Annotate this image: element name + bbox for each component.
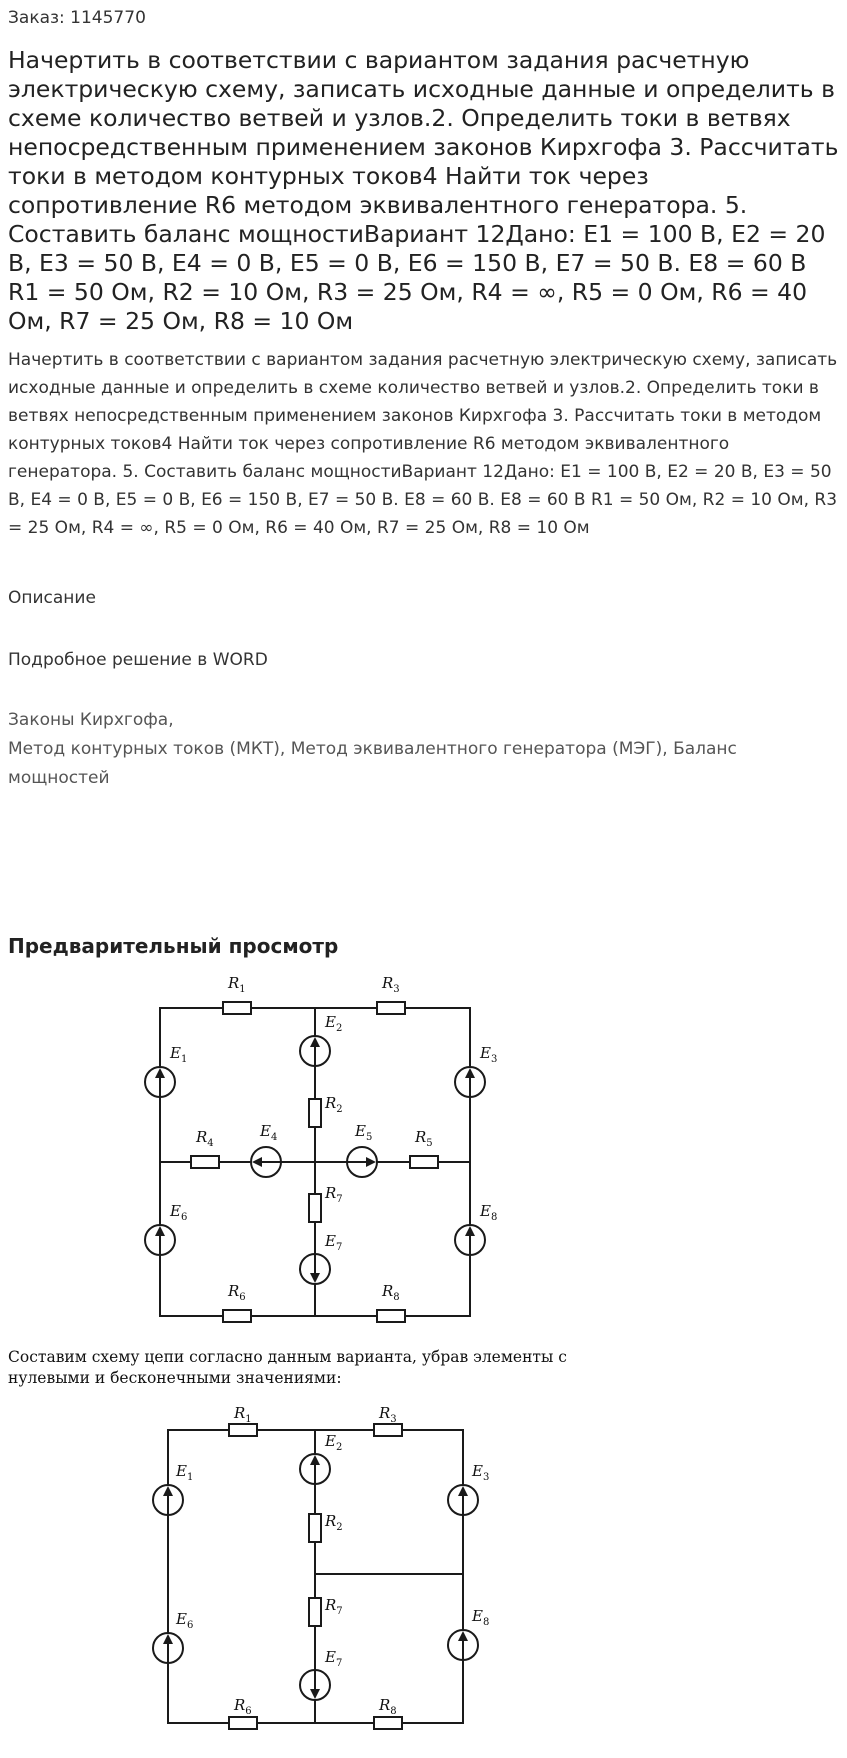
svg-text:R3: $R_3$ — [382, 974, 400, 995]
label-e2 — [324, 1432, 342, 1453]
svg-text:E1: $E_1$ — [176, 1462, 194, 1483]
svg-text:E7: $E_7$ — [325, 1648, 343, 1669]
label-e1 — [175, 1462, 193, 1483]
source-e7 — [300, 1254, 330, 1284]
svg-text:E2: $E_2$ — [325, 1432, 343, 1453]
label-r2 — [324, 1094, 343, 1115]
resistor-r6 — [223, 1310, 251, 1322]
resistor-r3 — [377, 1002, 405, 1014]
resistor-r8 — [374, 1717, 402, 1729]
svg-text:E6: $E_6$ — [176, 1610, 194, 1631]
svg-text:E5: $E_5$ — [355, 1122, 373, 1143]
label-r8 — [381, 1282, 400, 1303]
source-e6 — [153, 1633, 183, 1663]
label-r3 — [381, 974, 400, 995]
svg-text:E8: $E_8$ — [480, 1202, 498, 1223]
source-e1 — [145, 1067, 175, 1097]
resistor-r8 — [377, 1310, 405, 1322]
description-label: Описание — [8, 588, 96, 608]
svg-text:R8: $R_8$ — [382, 1282, 400, 1303]
circuit-diagram-simplified — [0, 1400, 847, 1758]
svg-text:R8: $R_8$ — [379, 1696, 397, 1717]
label-e1 — [169, 1044, 187, 1065]
label-r7 — [324, 1184, 343, 1205]
svg-text:R1: $R_1$ — [234, 1404, 252, 1425]
svg-text:R6: $R_6$ — [228, 1282, 246, 1303]
svg-text:R2: $R_2$ — [325, 1512, 343, 1533]
svg-text:R7: $R_7$ — [325, 1184, 343, 1205]
source-e6 — [145, 1225, 175, 1255]
tag-list — [8, 706, 840, 793]
source-e7 — [300, 1670, 330, 1700]
label-r1 — [227, 974, 246, 995]
svg-text:E2: $E_2$ — [325, 1013, 343, 1034]
resistor-r1 — [229, 1424, 257, 1436]
label-e7 — [324, 1648, 342, 1669]
svg-text:R3: $R_3$ — [379, 1404, 397, 1425]
label-r2 — [324, 1512, 343, 1533]
svg-text:R6: $R_6$ — [234, 1696, 252, 1717]
label-r1 — [233, 1404, 252, 1425]
svg-text:E4: $E_4$ — [260, 1122, 278, 1143]
source-e2 — [300, 1454, 330, 1484]
resistor-r1 — [223, 1002, 251, 1014]
svg-text:R5: $R_5$ — [415, 1128, 433, 1149]
label-e8 — [479, 1202, 497, 1223]
task-description: Начертить в соответствии с вариантом задания расчетную электрическую схему, записать исходные данные и определить в схеме количество ветвей и узлов.2. Определить токи в ветвях непосредственным применением законов Кирхгофа 3. Рассчитать токи в методом контурных токов4 Найти ток через сопротивление R6 методом эквивалентного генератора. 5. Составить баланс мощностиВариант 12Дано: E1 = 100 В, E2 = 20 В, E3 = 50 В, E4 = 0 В, E5 = 0 В, E6 = 150 В, E7 = 50 В. E8 = 60 В. E8 = 60 В R1 = 50 Ом, R2 = 10 Ом, R3 = 25 Ом, R4 = ∞, R5 = 0 Ом, R6 = 40 Ом, R7 = 25 Ом, R8 = 10 Ом — [8, 350, 838, 538]
svg-text:E8: $E_8$ — [472, 1607, 490, 1628]
label-e6 — [175, 1610, 193, 1631]
svg-text:E3: $E_3$ — [480, 1044, 498, 1065]
svg-text:E3: $E_3$ — [472, 1462, 490, 1483]
tag-item[interactable]: Метод контурных токов (МКТ), Метод эквивалентного генератора (МЭГ), Баланс мощностей — [8, 739, 737, 788]
svg-text:R7: $R_7$ — [325, 1596, 343, 1617]
preview-title: Предварительный просмотр — [8, 934, 339, 958]
label-e5 — [354, 1122, 372, 1143]
svg-text:E7: $E_7$ — [325, 1232, 343, 1253]
diagram-caption: Составим схему цепи согласно данным варианта, убрав элементы с нулевыми и бесконечными значениями: — [8, 1348, 567, 1387]
source-e8 — [448, 1630, 478, 1660]
source-e1 — [153, 1485, 183, 1515]
label-r6 — [233, 1696, 252, 1717]
label-e2 — [324, 1013, 342, 1034]
source-e5 — [347, 1147, 377, 1177]
label-r6 — [227, 1282, 246, 1303]
solution-note: Подробное решение в WORD — [8, 650, 268, 670]
svg-text:E6: $E_6$ — [170, 1202, 188, 1223]
label-e3 — [479, 1044, 497, 1065]
label-r7 — [324, 1596, 343, 1617]
resistor-r2 — [309, 1514, 321, 1542]
label-r4 — [195, 1128, 214, 1149]
source-e4 — [251, 1147, 281, 1177]
label-e3 — [471, 1462, 489, 1483]
resistor-r7 — [309, 1194, 321, 1222]
order-number: Заказ: 1145770 — [8, 8, 146, 28]
resistor-r2 — [309, 1099, 321, 1127]
label-r3 — [378, 1404, 397, 1425]
label-e6 — [169, 1202, 187, 1223]
task-title: Начертить в соответствии с вариантом задания расчетную электрическую схему, записать исходные данные и определить в схеме количество ветвей и узлов.2. Определить токи в ветвях непосредственным применением законов Кирхгофа 3. Рассчитать токи в методом контурных токов4 Найти ток через сопротивление R6 методом эквивалентного генератора. 5. Составить баланс мощностиВариант 12Дано: E1 = 100 В, E2 = 20 В, E3 = 50 В, E4 = 0 В, E5 = 0 В, E6 = 150 В, E7 = 50 В. E8 = 60 В R1 = 50 Ом, R2 = 10 Ом, R3 = 25 Ом, R4 = ∞, R5 = 0 Ом, R6 = 40 Ом, R7 = 25 Ом, R8 = 10 Ом — [8, 46, 839, 335]
label-r8 — [378, 1696, 397, 1717]
source-e2 — [300, 1036, 330, 1066]
svg-text:E1: $E_1$ — [170, 1044, 188, 1065]
label-e4 — [259, 1122, 277, 1143]
tag-separator: , — [168, 710, 174, 730]
circuit-diagram-original — [0, 960, 847, 1330]
resistor-r6 — [229, 1717, 257, 1729]
resistor-r3 — [374, 1424, 402, 1436]
label-e7 — [324, 1232, 342, 1253]
label-r5 — [414, 1128, 433, 1149]
svg-text:R4: $R_4$ — [196, 1128, 214, 1149]
label-e8 — [471, 1607, 489, 1628]
svg-text:R1: $R_1$ — [228, 974, 246, 995]
source-e3 — [448, 1485, 478, 1515]
svg-text:R2: $R_2$ — [325, 1094, 343, 1115]
resistor-r5 — [410, 1156, 438, 1168]
tag-item[interactable]: Законы Кирхгофа — [8, 710, 169, 730]
source-e3 — [455, 1067, 485, 1097]
resistor-r4 — [191, 1156, 219, 1168]
resistor-r7 — [309, 1598, 321, 1626]
source-e8 — [455, 1225, 485, 1255]
